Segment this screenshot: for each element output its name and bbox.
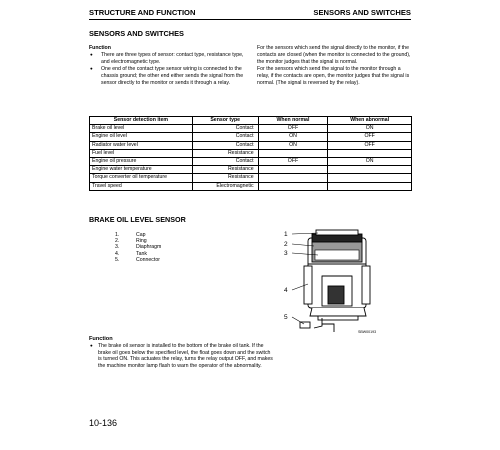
part-number: 3. xyxy=(115,244,120,251)
part-number: 1. xyxy=(115,232,120,238)
cell: Electromagnetic xyxy=(192,182,258,190)
cell: Travel speed xyxy=(90,182,193,190)
sensor-table xyxy=(89,116,412,191)
cell xyxy=(328,174,412,182)
cell: Contact xyxy=(192,133,258,141)
callout-5: 5 xyxy=(284,314,288,321)
table-row xyxy=(90,133,412,141)
cell xyxy=(328,166,412,174)
cell: OFF xyxy=(328,141,412,149)
part-label: Connector xyxy=(136,256,160,263)
header-cell: Sensor type xyxy=(192,117,258,125)
cell: ON xyxy=(258,141,328,149)
paragraph: For the sensors which send the signal to the monitor through a relay, if the contacts are open, the monitor judges that the signal is normal. (The signal is reversed by the relay). xyxy=(257,65,410,86)
table-row xyxy=(90,149,412,157)
brake-function-heading: Function xyxy=(89,336,113,342)
cell: ON xyxy=(328,125,412,133)
function-heading: Function xyxy=(89,45,111,51)
page-number: 10-136 xyxy=(89,418,118,428)
part-item xyxy=(115,257,161,263)
cell: ON xyxy=(258,133,328,141)
cell: Engine oil level xyxy=(90,133,193,141)
part-label: Ring xyxy=(136,238,147,245)
header-cell: Sensor detection item xyxy=(90,117,193,125)
table-header-row xyxy=(90,117,412,125)
part-number: 2. xyxy=(115,238,120,245)
table-row xyxy=(90,166,412,174)
parts-list xyxy=(115,232,161,263)
cell: Contact xyxy=(192,158,258,166)
cell xyxy=(328,149,412,157)
header-cell: When abnormal xyxy=(328,117,412,125)
tank-drawing xyxy=(300,230,370,332)
part-label: Cap xyxy=(136,232,146,238)
cell: OFF xyxy=(258,125,328,133)
cell: Contact xyxy=(192,125,258,133)
function-left-column xyxy=(89,45,246,86)
callout-2: 2 xyxy=(284,241,288,248)
cell: Torque converter oil temperature xyxy=(90,174,193,182)
page-header xyxy=(89,8,411,17)
table-row xyxy=(90,174,412,182)
part-number: 4. xyxy=(115,250,120,257)
cell: Resistance xyxy=(192,166,258,174)
cell: Fuel level xyxy=(90,149,193,157)
header-left: STRUCTURE AND FUNCTION xyxy=(89,8,196,17)
callout-1: 1 xyxy=(284,231,288,238)
cell: OFF xyxy=(328,133,412,141)
cell xyxy=(258,166,328,174)
cell xyxy=(258,182,328,190)
bullet-item: ● One end of the contact type sensor wiring is connected to the chassis ground; the other end either sends the signal from the sensor directly to the monitor or sends it through a relay. xyxy=(89,66,246,87)
bullet-item: ● There are three types of sensor: contact type, resistance type, and electromagnetic type. xyxy=(89,52,246,66)
brake-section-title: BRAKE OIL LEVEL SENSOR xyxy=(89,215,186,224)
paragraph: For the sensors which send the signal directly to the monitor, if the contacts are closed (when the monitor is connected to the ground), the monitor judges that the signal is normal. xyxy=(257,45,411,65)
brake-oil-sensor-figure xyxy=(278,224,383,336)
part-number: 5. xyxy=(115,256,120,263)
callout-3: 3 xyxy=(284,250,288,257)
callout-4: 4 xyxy=(284,287,288,294)
cell: Brake oil level xyxy=(90,125,193,133)
brake-function-body xyxy=(89,343,275,369)
cell: OFF xyxy=(258,158,328,166)
section-title: SENSORS AND SWITCHES xyxy=(89,29,184,38)
header-right: SENSORS AND SWITCHES xyxy=(313,8,411,17)
cell: Engine oil pressure xyxy=(90,158,193,166)
cell xyxy=(258,149,328,157)
cell: Engine water temperature xyxy=(90,166,193,174)
function-right-column xyxy=(257,45,413,86)
figure-code: SBW00193 xyxy=(358,330,377,334)
part-label: Diaphragm xyxy=(136,244,162,251)
cell: Radiator water level xyxy=(90,141,193,149)
header-cell: When normal xyxy=(258,117,328,125)
cell xyxy=(328,182,412,190)
cell: Resistance xyxy=(192,149,258,157)
table-row xyxy=(90,158,412,166)
table-row xyxy=(90,125,412,133)
header-rule xyxy=(89,19,411,20)
cell: Resistance xyxy=(192,174,258,182)
cell: Contact xyxy=(192,141,258,149)
bullet-item: ● The brake oil sensor is installed to the bottom of the brake oil tank. If the brake oil goes below the specified level, the float goes down and the switch is turned ON. This actuates the relay, turns the relay output OFF, and makes the machine monitor lamp flash to warn the operator of the abnormality. xyxy=(89,343,275,369)
table-row xyxy=(90,141,412,149)
cell xyxy=(258,174,328,182)
cell: ON xyxy=(328,158,412,166)
part-label: Tank xyxy=(136,250,147,257)
table-row xyxy=(90,182,412,190)
